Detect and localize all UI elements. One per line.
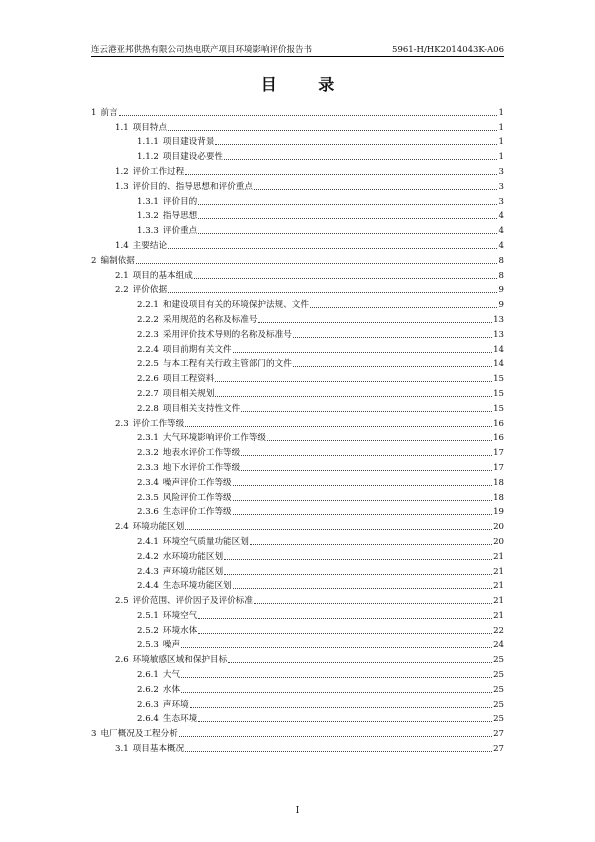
toc-entry-number: 2.3.4: [137, 477, 159, 488]
toc-entry-page: 14: [493, 359, 504, 370]
toc-entry-number: 2.4.3: [137, 566, 159, 577]
toc-entry[interactable]: [91, 474, 504, 489]
toc-dot-leader: [254, 603, 492, 604]
toc-entry-number: 2.3.5: [137, 492, 159, 503]
toc-dot-leader: [241, 470, 492, 471]
toc-dot-leader: [198, 633, 492, 634]
toc-entry[interactable]: [91, 119, 504, 134]
toc-dot-leader: [179, 736, 492, 737]
toc-entry-page: 22: [493, 625, 504, 636]
toc-entry-page: 15: [493, 388, 504, 399]
toc-entry-title: 环境敏感区域和保护目标: [132, 655, 228, 666]
toc-dot-leader: [185, 529, 492, 530]
toc-entry[interactable]: [91, 252, 504, 267]
toc-dot-leader: [267, 440, 492, 441]
toc-dot-leader: [233, 514, 492, 515]
toc-dot-leader: [233, 588, 492, 589]
toc-entry[interactable]: [91, 430, 504, 445]
toc-entry-number: 2.5: [115, 596, 129, 607]
toc-entry-title: 评价工作过程: [132, 166, 185, 177]
toc-entry[interactable]: [91, 563, 504, 578]
toc-entry-title: 采用规范的名称及标准号: [162, 314, 258, 325]
toc-entry-title: 项目工程资料: [162, 374, 215, 385]
toc-entry-page: 21: [493, 596, 504, 607]
toc-entry-number: 2.2.3: [137, 329, 159, 340]
toc-entry[interactable]: [91, 533, 504, 548]
toc-entry[interactable]: [91, 222, 504, 237]
toc-dot-leader: [198, 204, 497, 205]
toc-entry-title: 采用评价技术导则的名称及标准号: [162, 329, 292, 340]
toc-entry-page: 24: [493, 640, 504, 651]
toc-entry-number: 1.3.2: [137, 211, 159, 222]
toc-entry[interactable]: [91, 311, 504, 326]
toc-entry[interactable]: [91, 725, 504, 740]
toc-entry-number: 2.5.3: [137, 640, 159, 651]
toc-entry-page: 25: [493, 655, 504, 666]
toc-entry-number: 2.5.2: [137, 625, 159, 636]
toc-entry-page: 1: [498, 152, 504, 163]
toc-dot-leader: [215, 144, 497, 145]
toc-entry-page: 1: [498, 137, 504, 148]
toc-entry-page: 4: [498, 240, 504, 251]
toc-entry[interactable]: [91, 651, 504, 666]
toc-entry-number: 2: [91, 255, 97, 266]
toc-entry-page: 15: [493, 403, 504, 414]
toc-entry-title: 前言: [100, 107, 118, 118]
toc-entry-number: 2.2.5: [137, 359, 159, 370]
toc-entry-title: 噪声评价工作等级: [162, 477, 232, 488]
toc-dot-leader: [310, 307, 497, 308]
toc-entry[interactable]: [91, 385, 504, 400]
toc-dot-leader: [258, 322, 492, 323]
toc-entry-page: 18: [493, 492, 504, 503]
toc-entry-title: 环境空气质量功能区划: [162, 536, 249, 547]
toc-entry[interactable]: [91, 489, 504, 504]
toc-entry-number: 3: [91, 729, 97, 740]
toc-entry-page: 19: [493, 507, 504, 518]
toc-entry-page: 16: [493, 418, 504, 429]
toc-entry[interactable]: [91, 356, 504, 371]
toc-entry-number: 3.1: [115, 744, 129, 755]
header-report-title: 连云港亚邦供热有限公司热电联产项目环境影响评价报告书: [91, 45, 313, 55]
toc-entry-page: 25: [493, 699, 504, 710]
toc-entry-number: 2.2.7: [137, 388, 159, 399]
toc-entry[interactable]: [91, 326, 504, 341]
page-number: I: [295, 806, 300, 816]
toc-entry-title: 声环境功能区划: [162, 566, 224, 577]
toc-dot-leader: [224, 559, 492, 560]
toc-entry-title: 生态评价工作等级: [162, 507, 232, 518]
toc-entry-number: 2.6.2: [137, 684, 159, 695]
toc-dot-leader: [198, 218, 497, 219]
toc-entry[interactable]: [91, 370, 504, 385]
toc-dot-leader: [198, 721, 492, 722]
toc-entry-title: 大气: [162, 670, 181, 681]
toc-entry-title: 项目相关支持性文件: [162, 403, 241, 414]
toc-entry-number: 2.4.1: [137, 536, 159, 547]
toc-entry-number: 2.6.3: [137, 699, 159, 710]
toc-dot-leader: [190, 707, 492, 708]
toc-entry-title: 大气环境影响评价工作等级: [162, 433, 267, 444]
toc-entry-title: 生态环境: [162, 714, 198, 725]
toc-entry-title: 项目建设背景: [162, 137, 215, 148]
toc-entry-page: 8: [498, 270, 504, 281]
toc-entry-number: 2.2: [115, 285, 129, 296]
toc-entry-number: 2.2.8: [137, 403, 159, 414]
toc-entry[interactable]: [91, 193, 504, 208]
toc-dot-leader: [181, 677, 492, 678]
header-document-code: 5961-H/HK2014043K-A06: [392, 45, 504, 55]
toc-entry-page: 14: [493, 344, 504, 355]
toc-entry-page: 21: [493, 610, 504, 621]
toc-entry-title: 项目建设必要性: [162, 152, 224, 163]
toc-entry[interactable]: [91, 622, 504, 637]
toc-entry-title: 风险评价工作等级: [162, 492, 232, 503]
toc-entry[interactable]: [91, 178, 504, 193]
toc-entry-page: 1: [498, 122, 504, 133]
toc-entry[interactable]: [91, 578, 504, 593]
toc-entry-page: 3: [498, 181, 504, 192]
toc-entry-number: 2.5.1: [137, 610, 159, 621]
toc-dot-leader: [185, 751, 492, 752]
toc-dot-leader: [168, 292, 497, 293]
toc-dot-leader: [185, 174, 497, 175]
toc-dot-leader: [198, 618, 492, 619]
toc-entry[interactable]: [91, 104, 504, 119]
toc-entry-page: 3: [498, 166, 504, 177]
toc-dot-leader: [136, 263, 497, 264]
toc-dot-leader: [224, 574, 492, 575]
toc-dot-leader: [241, 411, 492, 412]
toc-entry-number: 2.1: [115, 270, 129, 281]
toc-entry-page: 15: [493, 374, 504, 385]
toc-entry[interactable]: [91, 296, 504, 311]
toc-entry[interactable]: [91, 548, 504, 563]
toc-entry-page: 20: [493, 522, 504, 533]
toc-entry-title: 环境功能区划: [132, 522, 185, 533]
toc-entry-page: 21: [493, 566, 504, 577]
toc-entry-number: 1.1: [115, 122, 129, 133]
toc-entry[interactable]: [91, 163, 504, 178]
toc-entry-page: 4: [498, 226, 504, 237]
toc-entry-title: 评价重点: [162, 226, 198, 237]
toc-entry-page: 3: [498, 196, 504, 207]
toc-entry-title: 指导思想: [162, 211, 198, 222]
toc-entry[interactable]: [91, 711, 504, 726]
toc-entry-page: 21: [493, 551, 504, 562]
toc-entry-page: 25: [493, 714, 504, 725]
toc-entry-number: 2.2.1: [137, 300, 159, 311]
toc-entry-number: 2.3.2: [137, 448, 159, 459]
toc-entry-number: 1.4: [115, 240, 129, 251]
toc-entry-title: 项目基本概况: [132, 744, 185, 755]
toc-entry[interactable]: [91, 237, 504, 252]
toc-entry[interactable]: [91, 696, 504, 711]
toc-entry[interactable]: [91, 148, 504, 163]
toc-entry-title: 评价目的: [162, 196, 198, 207]
toc-dot-leader: [198, 233, 497, 234]
toc-dot-leader: [194, 278, 497, 279]
toc-entry-number: 2.6: [115, 655, 129, 666]
toc-entry[interactable]: [91, 400, 504, 415]
toc-entry-number: 2.2.6: [137, 374, 159, 385]
toc-entry-number: 2.6.1: [137, 670, 159, 681]
toc-entry-title: 评价范围、评价因子及评价标准: [132, 596, 253, 607]
toc-entry-page: 25: [493, 670, 504, 681]
toc-entry[interactable]: [91, 666, 504, 681]
toc-entry-page: 9: [498, 285, 504, 296]
toc-entry[interactable]: [91, 459, 504, 474]
toc-entry-page: 27: [493, 744, 504, 755]
toc-entry-page: 20: [493, 536, 504, 547]
toc-entry[interactable]: [91, 592, 504, 607]
toc-entry-number: 2.3: [115, 418, 129, 429]
toc-entry-page: 18: [493, 477, 504, 488]
toc-dot-leader: [168, 248, 497, 249]
toc-entry-page: 1: [498, 107, 504, 118]
toc-dot-leader: [254, 189, 497, 190]
toc-entry-number: 1: [91, 107, 97, 118]
toc-entry-page: 13: [493, 329, 504, 340]
toc-entry[interactable]: [91, 518, 504, 533]
toc-entry-number: 2.2.2: [137, 314, 159, 325]
toc-entry-page: 9: [498, 300, 504, 311]
toc-dot-leader: [293, 337, 492, 338]
toc-entry-title: 生态环境功能区划: [162, 581, 232, 592]
toc-dot-leader: [293, 366, 492, 367]
toc-dot-leader: [168, 130, 497, 131]
toc-entry-page: 25: [493, 684, 504, 695]
toc-entry-title: 项目相关规划: [162, 388, 215, 399]
toc-entry-number: 2.4: [115, 522, 129, 533]
toc-entry-number: 1.1.2: [137, 152, 159, 163]
toc-entry-page: 13: [493, 314, 504, 325]
toc-dot-leader: [181, 647, 492, 648]
toc-dot-leader: [224, 159, 497, 160]
toc-entry-title: 水环境功能区划: [162, 551, 224, 562]
toc-dot-leader: [233, 500, 492, 501]
toc-entry[interactable]: [91, 282, 504, 297]
toc-entry-title: 项目特点: [132, 122, 168, 133]
toc-entry-title: 项目的基本组成: [132, 270, 193, 281]
toc-entry[interactable]: [91, 681, 504, 696]
toc-dot-leader: [228, 662, 492, 663]
toc-entry[interactable]: [91, 341, 504, 356]
toc-entry-page: 16: [493, 433, 504, 444]
toc-dot-leader: [241, 455, 492, 456]
toc-entry-number: 2.4.2: [137, 551, 159, 562]
toc-dot-leader: [185, 426, 492, 427]
toc-entry-number: 2.3.6: [137, 507, 159, 518]
toc-entry-number: 1.1.1: [137, 137, 159, 148]
toc-entry[interactable]: [91, 740, 504, 755]
toc-entry-title: 与本工程有关行政主管部门的文件: [162, 359, 292, 370]
toc-entry-page: 8: [498, 255, 504, 266]
toc-entry-title: 评价目的、指导思想和评价重点: [132, 181, 253, 192]
toc-entry[interactable]: [91, 444, 504, 459]
toc-entry[interactable]: [91, 504, 504, 519]
toc-entry-number: 2.3.1: [137, 433, 159, 444]
toc-entry-page: 17: [493, 462, 504, 473]
toc-entry-page: 17: [493, 448, 504, 459]
toc-entry-page: 4: [498, 211, 504, 222]
toc-entry[interactable]: [91, 415, 504, 430]
toc-entry-title: 环境水体: [162, 625, 198, 636]
toc-entry-number: 2.4.4: [137, 581, 159, 592]
toc-dot-leader: [233, 352, 492, 353]
toc-entry-number: 1.3: [115, 181, 129, 192]
toc-dot-leader: [215, 381, 492, 382]
toc-entry-title: 环境空气: [162, 610, 198, 621]
toc-entry-number: 1.2: [115, 166, 129, 177]
toc-entry[interactable]: [91, 267, 504, 282]
toc-entry-title: 水体: [162, 684, 181, 695]
toc-entry-title: 地下水评价工作等级: [162, 462, 241, 473]
toc-entry-title: 和建设项目有关的环境保护法规、文件: [162, 300, 309, 311]
toc-entry[interactable]: [91, 208, 504, 223]
toc-entry-number: 1.3.1: [137, 196, 159, 207]
table-of-contents: [91, 104, 504, 755]
toc-dot-leader: [215, 396, 492, 397]
toc-dot-leader: [181, 692, 492, 693]
toc-entry-number: 2.6.4: [137, 714, 159, 725]
toc-entry-title: 评价工作等级: [132, 418, 185, 429]
toc-entry-number: 2.2.4: [137, 344, 159, 355]
toc-entry[interactable]: [91, 637, 504, 652]
toc-entry-title: 电厂概况及工程分析: [100, 729, 178, 740]
toc-entry[interactable]: [91, 607, 504, 622]
toc-entry[interactable]: [91, 134, 504, 149]
toc-dot-leader: [250, 544, 492, 545]
toc-entry-title: 声环境: [162, 699, 189, 710]
toc-dot-leader: [119, 115, 497, 116]
header-rule: [91, 56, 504, 57]
toc-entry-title: 噪声: [162, 640, 181, 651]
toc-entry-title: 项目前期有关文件: [162, 344, 232, 355]
toc-entry-title: 编制依据: [100, 255, 135, 266]
page-title: 目 录: [260, 75, 353, 94]
toc-entry-title: 评价依据: [132, 285, 168, 296]
toc-entry-page: 27: [493, 729, 504, 740]
toc-entry-title: 地表水评价工作等级: [162, 448, 241, 459]
toc-entry-number: 2.3.3: [137, 462, 159, 473]
toc-entry-title: 主要结论: [132, 240, 168, 251]
page-header: [91, 40, 504, 56]
toc-entry-page: 21: [493, 581, 504, 592]
toc-dot-leader: [233, 485, 492, 486]
toc-entry-number: 1.3.3: [137, 226, 159, 237]
